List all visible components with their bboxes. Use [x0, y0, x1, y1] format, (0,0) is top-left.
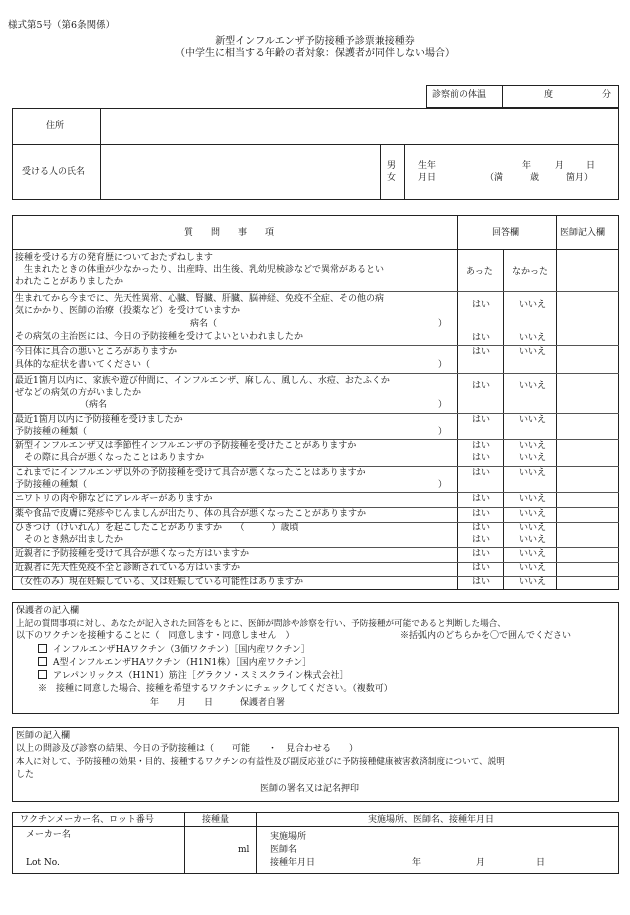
answer-q2b-no[interactable]: いいえ [519, 333, 547, 343]
form-number: 様式第5号（第6条関係） [8, 20, 116, 31]
answer-q5-yes[interactable]: はい [472, 415, 491, 425]
birth-label-2: 月日 [418, 173, 437, 183]
question-7-close: ） [438, 480, 448, 490]
answer-q7-yes[interactable]: はい [472, 468, 491, 478]
question-7-line-2: 予防接種の種類（ [15, 480, 88, 490]
question-6-line-1: 新型インフルエンザ又は季節性インフルエンザの予防接種を受けたことがありますか [15, 441, 357, 451]
vaccine-3-label: アレパンリックス（H1N1）筋注［グラクソ・スミスクライン株式会社］ [53, 671, 349, 681]
question-6-line-2: その際に具合が悪くなったことはありますか [15, 453, 205, 463]
answer-header: 回答欄 [492, 228, 520, 238]
doctor-text-2: 本人に対して、予防接種の効果・目的、接種するワクチンの有益性及び副反応並びに予防接種健康被害救済制度について、説明 [16, 757, 505, 767]
question-5-line-1: 最近1箇月以内に予防接種を受けましたか [15, 415, 183, 425]
question-3-line-1: 今日体に具合の悪いところがありますか [15, 347, 178, 357]
answer-q3-yes[interactable]: はい [472, 347, 491, 357]
guardian-note: ※ 接種に同意した場合、接種を希望するワクチンにチェックしてください。（複数可） [38, 684, 393, 694]
answer-q6a-yes[interactable]: はい [472, 441, 491, 451]
question-9-line-1: 薬や食品で皮膚に発疹やじんましんが出たり、体の具合が悪くなったことがありますか [15, 509, 367, 519]
question-10-line-2: そのとき熱が出ましたか [15, 535, 124, 545]
question-4-line-2: ぜなどの病気の方がいましたか [15, 388, 142, 398]
question-3-close: ） [438, 360, 448, 370]
doctor-column-header: 医師記入欄 [560, 228, 606, 238]
doctor-signature-label: 医師の署名又は記名押印 [260, 784, 360, 794]
answer-q9-no[interactable]: いいえ [519, 509, 547, 519]
date-year: 年 [412, 858, 422, 868]
answer-q2a-no[interactable]: いいえ [519, 300, 547, 310]
answer-q13-yes[interactable]: はい [472, 577, 491, 587]
birth-month: 月 [555, 161, 565, 171]
answer-q4-yes[interactable]: はい [472, 381, 491, 391]
question-2-line-2: 気にかかり、医師の治療（投薬など）を受けていますか [15, 306, 241, 316]
answer-q8-yes[interactable]: はい [472, 494, 491, 504]
question-4-close: ） [438, 400, 448, 410]
lot-label: Lot No. [26, 858, 60, 868]
doctor-text-1[interactable]: 以上の問診及び診察の結果、今日の予防接種は（ 可能 ・ 見合わせる ） [16, 744, 359, 754]
address-label: 住所 [46, 121, 65, 131]
question-11-line-1: 近親者に予防接種を受けて具合が悪くなった方はいますか [15, 549, 250, 559]
answer-q7-no[interactable]: いいえ [519, 468, 547, 478]
age-months: 箇月） [566, 173, 594, 183]
answer-q3-no[interactable]: いいえ [519, 347, 547, 357]
birth-year: 年 [522, 161, 532, 171]
question-13-line-1: （女性のみ）現在妊娠している、又は妊娠している可能性はありますか [15, 577, 304, 587]
question-4-disease: （病名 [80, 400, 108, 410]
guardian-signature-line[interactable]: 年 月 日 保護者自署 [150, 698, 286, 708]
vaccine-1-label: インフルエンザHAワクチン（3価ワクチン）［国内産ワクチン］ [53, 645, 310, 655]
birth-label: 生年 [418, 161, 437, 171]
answer-q10b-no[interactable]: いいえ [519, 535, 547, 545]
age-full: （満 [485, 173, 504, 183]
doctor-text-3: した [16, 770, 35, 780]
name-field[interactable] [102, 146, 378, 198]
guardian-title: 保護者の記入欄 [16, 606, 80, 616]
answer-q6b-yes[interactable]: はい [472, 453, 491, 463]
name-label: 受ける人の氏名 [22, 167, 86, 177]
temperature-minute: 分 [602, 90, 612, 100]
question-3-line-2: 具体的な症状を書いてください（ [15, 360, 151, 370]
dose-header: 接種量 [202, 815, 230, 825]
temperature-label: 診察前の体温 [432, 90, 487, 100]
answer-q10a-yes[interactable]: はい [472, 523, 491, 533]
question-5-close: ） [438, 427, 448, 437]
temperature-degree: 度 [544, 90, 554, 100]
form-title: 新型インフルエンザ予防接種予診票兼接種券 [215, 36, 415, 47]
question-1-line-1: 接種を受ける方の発育歴についておたずねします [15, 253, 213, 263]
doctor-title: 医師の記入欄 [16, 731, 71, 741]
answer-q2a-yes[interactable]: はい [472, 300, 491, 310]
age-years: 歳 [530, 173, 540, 183]
question-1-line-2: 生まれたときの体重が少なかったり、出産時、出生後、乳幼児検診などで異常があるとい [15, 265, 385, 275]
answer-q4-no[interactable]: いいえ [519, 381, 547, 391]
sex-female[interactable]: 女 [387, 173, 397, 183]
vaccine-option-1[interactable] [38, 644, 310, 657]
answer-q8-no[interactable]: いいえ [519, 494, 547, 504]
place-header: 実施場所、医師名、接種年月日 [368, 815, 495, 825]
address-field[interactable] [102, 110, 617, 142]
question-5-line-2: 予防接種の種類（ [15, 427, 88, 437]
vaccine-1-checkbox[interactable] [38, 644, 47, 653]
question-12-line-1: 近親者に先天性免疫不全と診断されている方はいますか [15, 563, 241, 573]
answer-q12-yes[interactable]: はい [472, 563, 491, 573]
answer-q1-nakatta[interactable]: なかった [512, 267, 549, 277]
maker-header: ワクチンメーカー名、ロット番号 [20, 815, 154, 825]
form-subtitle: （中学生に相当する年齢の者対象：保護者が同伴しない場合） [175, 48, 455, 59]
question-2-disease: 病名（ [190, 319, 218, 329]
answer-q11-yes[interactable]: はい [472, 549, 491, 559]
guardian-note-circle: ※括弧内のどちらかを〇で囲んでください [400, 631, 572, 641]
question-8-line-1: ニワトリの肉や卵などにアレルギーがありますか [15, 494, 213, 504]
answer-q1-atta[interactable]: あった [466, 267, 493, 277]
answer-q6a-no[interactable]: いいえ [519, 441, 547, 451]
guardian-text-2[interactable]: 以下のワクチンを接種することに（ 同意します・同意しません ） [16, 631, 295, 641]
vaccine-option-3[interactable] [38, 670, 348, 683]
answer-q6b-no[interactable]: いいえ [519, 453, 547, 463]
vaccine-2-checkbox[interactable] [38, 657, 47, 666]
vaccine-2-label: A型インフルエンザHAワクチン（H1N1株）［国内産ワクチン］ [53, 658, 312, 668]
question-2-line-5: その病気の主治医には、今日の予防接種を受けてよいといわれましたか [15, 332, 304, 342]
answer-q9-yes[interactable]: はい [472, 509, 491, 519]
maker-label: メーカー名 [26, 830, 71, 840]
answer-q13-no[interactable]: いいえ [519, 577, 547, 587]
answer-q10b-yes[interactable]: はい [472, 535, 491, 545]
sex-male[interactable]: 男 [387, 161, 397, 171]
answer-q11-no[interactable]: いいえ [519, 549, 547, 559]
question-4-line-1: 最近1箇月以内に、家族や遊び仲間に、インフルエンザ、麻しん、風しん、水痘、おたふくか [15, 376, 390, 386]
guardian-text-1: 上記の質問事項に対し、あなたが記入された回答をもとに、医師が問診や診察を行い、予防接種が可能であると判断した場合、 [16, 619, 506, 629]
vaccine-option-2[interactable] [38, 657, 311, 670]
date-month: 月 [476, 858, 486, 868]
answer-q12-no[interactable]: いいえ [519, 563, 547, 573]
place-label: 実施場所 [270, 832, 307, 842]
question-2-line-1: 生まれてから今までに、先天性異常、心臓、腎臓、肝臓、脳神経、免疫不全症、その他の病 [15, 294, 385, 304]
answer-q10a-no[interactable]: いいえ [519, 523, 547, 533]
question-1-line-3: われたことがありましたか [15, 277, 124, 287]
question-10-line-1: ひきつけ（けいれん）を起こしたことがありますか （ ）歳頃 [15, 523, 299, 533]
answer-q5-no[interactable]: いいえ [519, 415, 547, 425]
question-2-disease-close: ） [438, 319, 448, 329]
answer-q2b-yes[interactable]: はい [472, 333, 491, 343]
doctor-name-label: 医師名 [270, 845, 298, 855]
vaccination-date-label: 接種年月日 [270, 858, 316, 868]
question-7-line-1: これまでにインフルエンザ以外の予防接種を受けて具合が悪くなったことはありますか [15, 468, 366, 478]
birth-day: 日 [586, 161, 596, 171]
dose-unit: ml [238, 845, 250, 855]
question-header: 質 問 事 項 [184, 228, 275, 238]
vaccine-3-checkbox[interactable] [38, 670, 47, 679]
date-day: 日 [536, 858, 546, 868]
